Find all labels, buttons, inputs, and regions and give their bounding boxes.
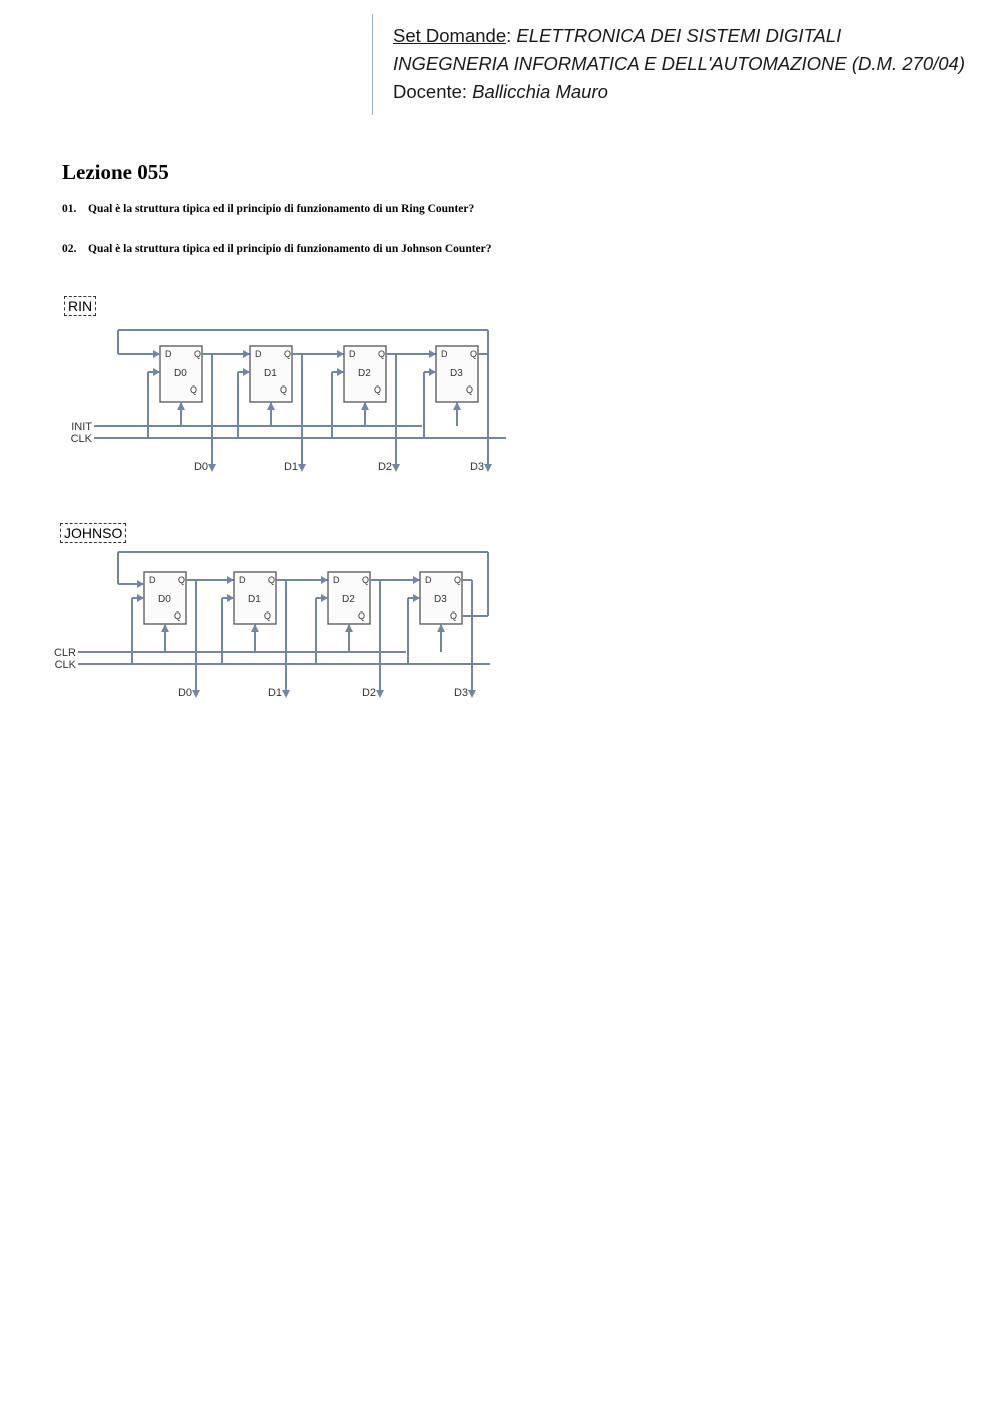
pin-q-label: Q: [454, 575, 462, 585]
clock-arrow: [337, 368, 344, 376]
data-arrow: [413, 576, 420, 584]
clock-label: CLK: [70, 433, 92, 445]
set-label: Set Domande: [393, 25, 507, 46]
pin-d-label: D: [149, 575, 156, 585]
question-text: Qual è la struttura tipica ed il principio di funzionamento di un Ring Counter?: [88, 203, 475, 215]
figure-tag-ring: RIN: [64, 296, 96, 316]
clock-arrow: [413, 594, 420, 602]
pin-q-label: Q: [378, 349, 386, 359]
control-label: CLR: [53, 647, 76, 659]
pin-d-label: D: [333, 575, 340, 585]
ring-counter-diagram: [50, 316, 510, 488]
course-title: ELETTRONICA DEI SISTEMI DIGITALI: [516, 25, 842, 46]
set-line: [393, 22, 965, 50]
clock-label: CLK: [54, 659, 76, 671]
output-label: D1: [283, 461, 298, 473]
output-arrow: [376, 690, 384, 698]
flip-flop-label: D2: [342, 594, 355, 605]
output-label: D0: [177, 687, 192, 699]
pin-qbar-label: Q̄: [190, 385, 198, 395]
pin-qbar-label: Q̄: [264, 611, 272, 621]
control-label: INIT: [71, 421, 92, 433]
lesson-title: Lezione 055: [62, 160, 169, 184]
pin-q-label: Q: [194, 349, 202, 359]
flip-flop-label: D3: [450, 368, 463, 379]
pin-qbar-label: Q̄: [374, 385, 382, 395]
teacher-line: [393, 78, 965, 106]
question-number: 02.: [62, 243, 77, 255]
data-arrow: [321, 576, 328, 584]
pin-q-label: Q: [178, 575, 186, 585]
pin-qbar-label: Q̄: [450, 611, 458, 621]
control-arrow: [161, 624, 169, 632]
pin-qbar-label: Q̄: [358, 611, 366, 621]
flip-flop-label: D1: [248, 594, 261, 605]
pin-q-label: Q: [470, 349, 478, 359]
pin-d-label: D: [349, 349, 356, 359]
question-item: [62, 203, 474, 215]
data-arrow: [429, 350, 436, 358]
clock-arrow: [243, 368, 250, 376]
pin-d-label: D: [425, 575, 432, 585]
figure-tag-johnson: JOHNSO: [60, 523, 126, 543]
control-arrow: [177, 402, 185, 410]
pin-d-label: D: [239, 575, 246, 585]
control-arrow: [251, 624, 259, 632]
data-arrow: [337, 350, 344, 358]
header-divider: [372, 14, 373, 115]
output-arrow: [392, 464, 400, 472]
flip-flop-label: D0: [174, 368, 187, 379]
output-label: D3: [469, 461, 484, 473]
clock-arrow: [153, 368, 160, 376]
teacher-label: Docente:: [393, 81, 473, 102]
feedback-arrow: [137, 580, 144, 588]
degree-title: INGEGNERIA INFORMATICA E DELL'AUTOMAZIONE (D.M. 270/04): [393, 53, 965, 74]
flip-flop-label: D3: [434, 594, 447, 605]
feedback-arrow: [153, 350, 160, 358]
pin-d-label: D: [255, 349, 262, 359]
output-label: D1: [267, 687, 282, 699]
output-label: D3: [453, 687, 468, 699]
pin-q-label: Q: [268, 575, 276, 585]
output-label: D2: [377, 461, 392, 473]
output-label: D0: [193, 461, 208, 473]
output-arrow: [208, 464, 216, 472]
clock-arrow: [321, 594, 328, 602]
output-label: D2: [361, 687, 376, 699]
output-arrow: [298, 464, 306, 472]
teacher-name: Ballicchia Mauro: [472, 81, 608, 102]
control-arrow: [361, 402, 369, 410]
question-item: [62, 243, 492, 255]
data-arrow: [243, 350, 250, 358]
pin-d-label: D: [441, 349, 448, 359]
document-header: [393, 22, 965, 106]
output-arrow: [282, 690, 290, 698]
set-separator: :: [506, 25, 517, 46]
control-arrow: [345, 624, 353, 632]
flip-flop-label: D0: [158, 594, 171, 605]
pin-d-label: D: [165, 349, 172, 359]
control-arrow: [453, 402, 461, 410]
pin-qbar-label: Q̄: [174, 611, 182, 621]
clock-arrow: [137, 594, 144, 602]
control-arrow: [437, 624, 445, 632]
clock-arrow: [227, 594, 234, 602]
pin-qbar-label: Q̄: [280, 385, 288, 395]
flip-flop-label: D1: [264, 368, 277, 379]
degree-line: [393, 50, 965, 78]
clock-arrow: [429, 368, 436, 376]
output-arrow: [468, 690, 476, 698]
question-number: 01.: [62, 203, 77, 215]
johnson-counter-diagram: [34, 546, 494, 712]
flip-flop-label: D2: [358, 368, 371, 379]
question-text: Qual è la struttura tipica ed il principio di funzionamento di un Johnson Counter?: [88, 243, 492, 255]
pin-q-label: Q: [284, 349, 292, 359]
output-arrow: [192, 690, 200, 698]
control-arrow: [267, 402, 275, 410]
output-arrow: [484, 464, 492, 472]
pin-qbar-label: Q̄: [466, 385, 474, 395]
data-arrow: [227, 576, 234, 584]
pin-q-label: Q: [362, 575, 370, 585]
